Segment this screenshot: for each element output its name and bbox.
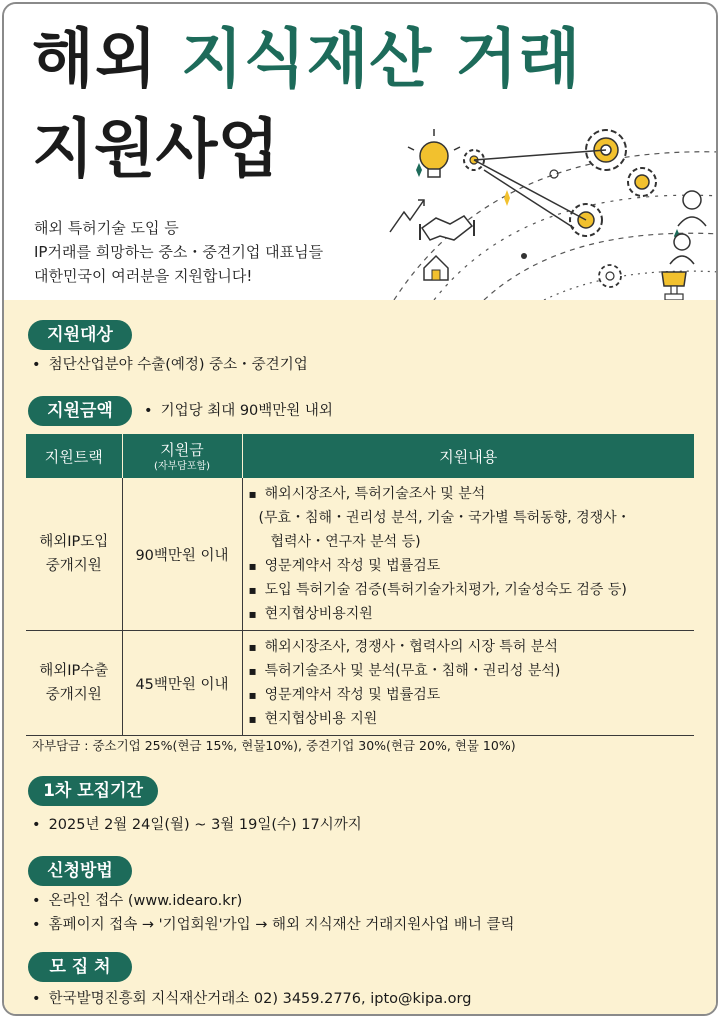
self-pay-note: 자부담금 : 중소기업 25%(현금 15%, 현물10%), 중견기업 30%(현금 20%, 현물 10%) bbox=[32, 738, 516, 753]
content-item: ▪ 도입 특허기술 검증(특허기술가치평가, 기술성숙도 검증 등) bbox=[249, 578, 689, 602]
section-label-method: 신청방법 bbox=[28, 856, 132, 886]
intro-line: 해외 특허기술 도입 등 bbox=[34, 219, 179, 237]
amount-cell: 90백만원 이내 bbox=[122, 478, 242, 631]
header-amount bbox=[122, 434, 242, 478]
method-item: • 온라인 접수 (www.idearo.kr) bbox=[32, 890, 242, 912]
intro-line: 대한민국이 여러분을 지원합니다! bbox=[34, 267, 253, 285]
content-item-continued: (무효・침해・권리성 분석, 기술・국가별 특허동향, 경쟁사・ bbox=[258, 510, 631, 526]
content-item: ▪ 특허기술조사 및 분석(무효・침해・권리성 분석) bbox=[249, 659, 689, 683]
amount-cell: 45백만원 이내 bbox=[122, 631, 242, 736]
content-item: ▪ 영문계약서 작성 및 법률검토 bbox=[249, 683, 689, 707]
support-table bbox=[26, 434, 694, 736]
house-icon bbox=[424, 256, 448, 280]
trophy-icon bbox=[662, 272, 686, 300]
gear-icon bbox=[628, 168, 656, 196]
header-area bbox=[4, 4, 718, 300]
lightbulb-icon bbox=[408, 129, 460, 177]
content-item: ▪ 해외시장조사, 특허기술조사 및 분석 bbox=[249, 482, 689, 506]
content-item-continued: 협력사・연구자 분석 등) bbox=[270, 534, 421, 550]
title-part-1: 해외 bbox=[32, 23, 158, 97]
section-label-contact: 모 집 처 bbox=[28, 952, 132, 982]
content-item: ▪ 현지협상비용지원 bbox=[249, 602, 689, 626]
poster bbox=[2, 2, 718, 1016]
section-label-target: 지원대상 bbox=[28, 320, 132, 350]
contact-item: • 한국발명진흥회 지식재산거래소 02) 3459.2776, ipto@kipa.org bbox=[32, 988, 471, 1010]
intro-text bbox=[34, 216, 323, 288]
target-item: • 첨단산업분야 수출(예정) 중소・중견기업 bbox=[32, 354, 308, 376]
handshake-icon bbox=[420, 216, 474, 240]
content-item: ▪ 현지협상비용 지원 bbox=[249, 707, 689, 731]
table-row bbox=[26, 631, 694, 736]
people-icon bbox=[670, 191, 706, 264]
method-item: • 홈페이지 접속 → '기업회원'가입 → 해외 지식재산 거래지원사업 배너 클릭 bbox=[32, 914, 515, 936]
content-item: ▪ 해외시장조사, 경쟁사・협력사의 시장 특허 분석 bbox=[249, 635, 689, 659]
intro-line: IP거래를 희망하는 중소・중견기업 대표님들 bbox=[34, 243, 324, 261]
section-label-amount: 지원금액 bbox=[28, 396, 132, 426]
track-line: 해외IP도입 bbox=[39, 534, 109, 550]
header-content: 지원내용 bbox=[242, 434, 694, 478]
period-item: • 2025년 2월 24일(월) ~ 3월 19일(수) 17시까지 bbox=[32, 814, 362, 836]
header-amount-label: 지원금 bbox=[160, 440, 204, 459]
header-amount-sub: (자부담포함) bbox=[153, 460, 211, 472]
track-cell bbox=[26, 631, 122, 736]
title-line-2: 지원사업 bbox=[32, 113, 280, 187]
track-line: 중개지원 bbox=[45, 558, 102, 574]
title-line-1 bbox=[32, 18, 581, 102]
content-cell bbox=[242, 631, 694, 736]
section-label-period: 1차 모집기간 bbox=[28, 776, 158, 806]
ip-exchange-illustration bbox=[374, 116, 718, 300]
title-part-2: 지식재산 거래 bbox=[180, 23, 582, 97]
table-header-row bbox=[26, 434, 694, 478]
amount-text: • 기업당 최대 90백만원 내외 bbox=[144, 400, 333, 422]
track-line: 해외IP수출 bbox=[39, 663, 109, 679]
track-cell bbox=[26, 478, 122, 631]
content-cell bbox=[242, 478, 694, 631]
gear-icon bbox=[599, 265, 621, 287]
content-item: ▪ 영문계약서 작성 및 법률검토 bbox=[249, 554, 689, 578]
table-row bbox=[26, 478, 694, 631]
track-line: 중개지원 bbox=[45, 687, 102, 703]
header-track: 지원트랙 bbox=[26, 434, 122, 478]
